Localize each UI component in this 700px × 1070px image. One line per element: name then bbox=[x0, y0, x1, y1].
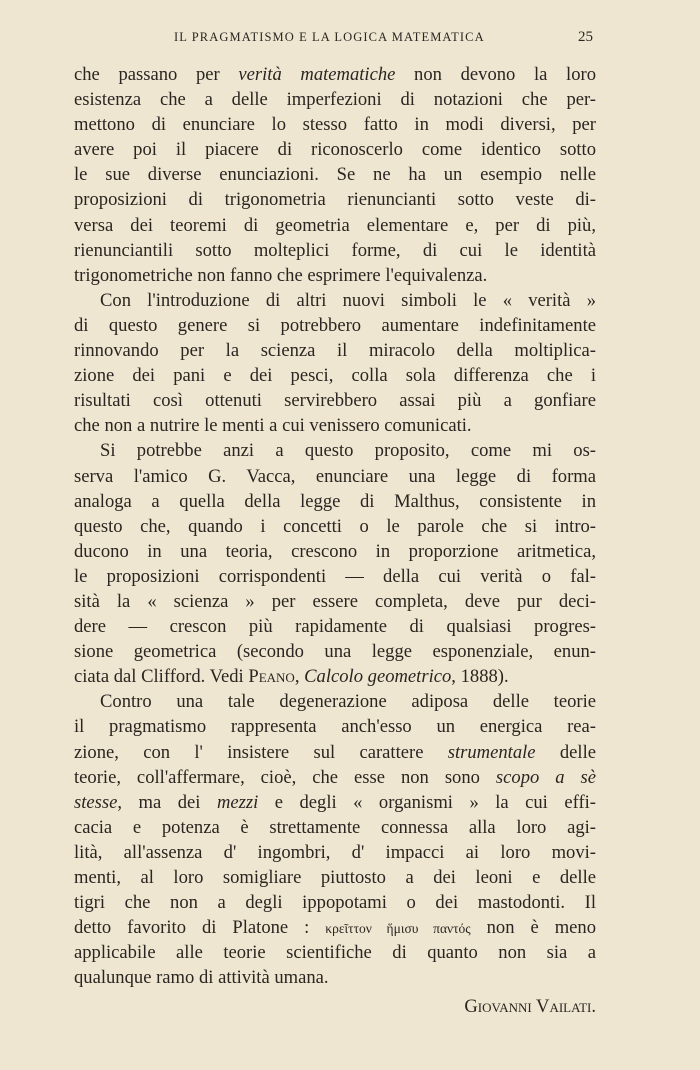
text-line: esistenza che a delle imperfezioni di notazioni che per- bbox=[74, 89, 596, 111]
text-line: Con l'introduzione di altri nuovi simboli le « verità » bbox=[100, 289, 596, 311]
text-line: che passano per verità matematiche non devono la loro bbox=[74, 64, 597, 85]
text-line: di questo genere si potrebbero aumentare indefinitamente bbox=[74, 314, 596, 336]
text-line: il pragmatismo rappresenta anch'esso un energica rea- bbox=[74, 716, 596, 738]
page-header bbox=[0, 30, 700, 50]
text-line: le proposizioni corrispondenti — della cui verità o fal- bbox=[74, 565, 596, 587]
text-line: stesse, ma dei mezzi e degli « organismi » la cui effi- bbox=[74, 791, 596, 813]
paragraphs bbox=[74, 62, 596, 990]
text-line: teorie, coll'affermare, cioè, che esse non sono scopo a sè bbox=[74, 766, 596, 788]
text-line: lità, all'assenza d' ingombri, d' impacci ai loro movi- bbox=[74, 841, 596, 863]
text-line: zione dei pani e dei pesci, colla sola differenza che i bbox=[74, 365, 596, 387]
text-line: Contro una tale degenerazione adiposa delle teorie bbox=[100, 691, 596, 713]
text-line: versa dei teoremi di geometria elementare e, per di più, bbox=[74, 214, 596, 236]
text-line: mettono di enunciare lo stesso fatto in modi diversi, per bbox=[74, 114, 596, 136]
text-line: proposizioni di trigonometria rienuncianti sotto veste di- bbox=[74, 189, 596, 211]
text-line: qualunque ramo di attività umana. bbox=[74, 967, 329, 989]
text-line: cacia e potenza è strettamente connessa alla loro agi- bbox=[74, 816, 596, 838]
body-text bbox=[74, 62, 596, 1020]
text-line: questo che, quando i concetti o le parole che si intro- bbox=[74, 515, 596, 537]
text-line: analoga a quella della legge di Malthus, consistente in bbox=[74, 490, 596, 512]
text-line: avere poi il piacere di riconoscerlo come identico sotto bbox=[74, 139, 596, 161]
text-line: tigri che non a degli ippopotami o dei mastodonti. Il bbox=[74, 892, 596, 914]
text-line: che non a nutrire le menti a cui venissero comunicati. bbox=[74, 415, 472, 437]
text-line: serva l'amico G. Vacca, enunciare una legge di forma bbox=[74, 465, 596, 487]
text-line: dere — crescon più rapidamente di qualsiasi progres- bbox=[74, 616, 596, 638]
page-number: 25 bbox=[578, 29, 593, 45]
running-head: IL PRAGMATISMO E LA LOGICA MATEMATICA bbox=[174, 30, 485, 44]
text-line: rienunciantili sotto molteplici forme, di cui le identità bbox=[74, 239, 596, 261]
text-line: trigonometriche non fanno che esprimere l'equivalenza. bbox=[74, 264, 488, 286]
text-line: detto favorito di Platone : κρεῖττον ἥμισυ παντός non è meno bbox=[74, 917, 596, 939]
text-line: risultati così ottenuti servirebbero assai più a gonfiare bbox=[74, 390, 596, 412]
author-signature: Giovanni Vailati. bbox=[464, 996, 596, 1018]
text-line: menti, al loro somigliare piuttosto a dei leoni e delle bbox=[74, 867, 596, 888]
text-line: zione, con l' insistere sul carattere strumentale delle bbox=[74, 741, 596, 763]
text-line: sità la « scienza » per essere completa, deve pur deci- bbox=[74, 590, 596, 612]
text-line: applicabile alle teorie scientifiche di quanto non sia a bbox=[74, 942, 596, 964]
text-line: sione geometrica (secondo una legge esponenziale, enun- bbox=[74, 641, 596, 663]
text-line: ducono in una teoria, crescono in proporzione aritmetica, bbox=[74, 540, 596, 562]
text-line: Si potrebbe anzi a questo proposito, come mi os- bbox=[100, 440, 596, 462]
text-line: le sue diverse enunciazioni. Se ne ha un esempio nelle bbox=[74, 164, 596, 186]
text-line: ciata dal Clifford. Vedi Peano, Calcolo geometrico, 1888). bbox=[74, 666, 509, 688]
text-line: rinnovando per la scienza il miracolo della moltiplica- bbox=[74, 340, 596, 362]
